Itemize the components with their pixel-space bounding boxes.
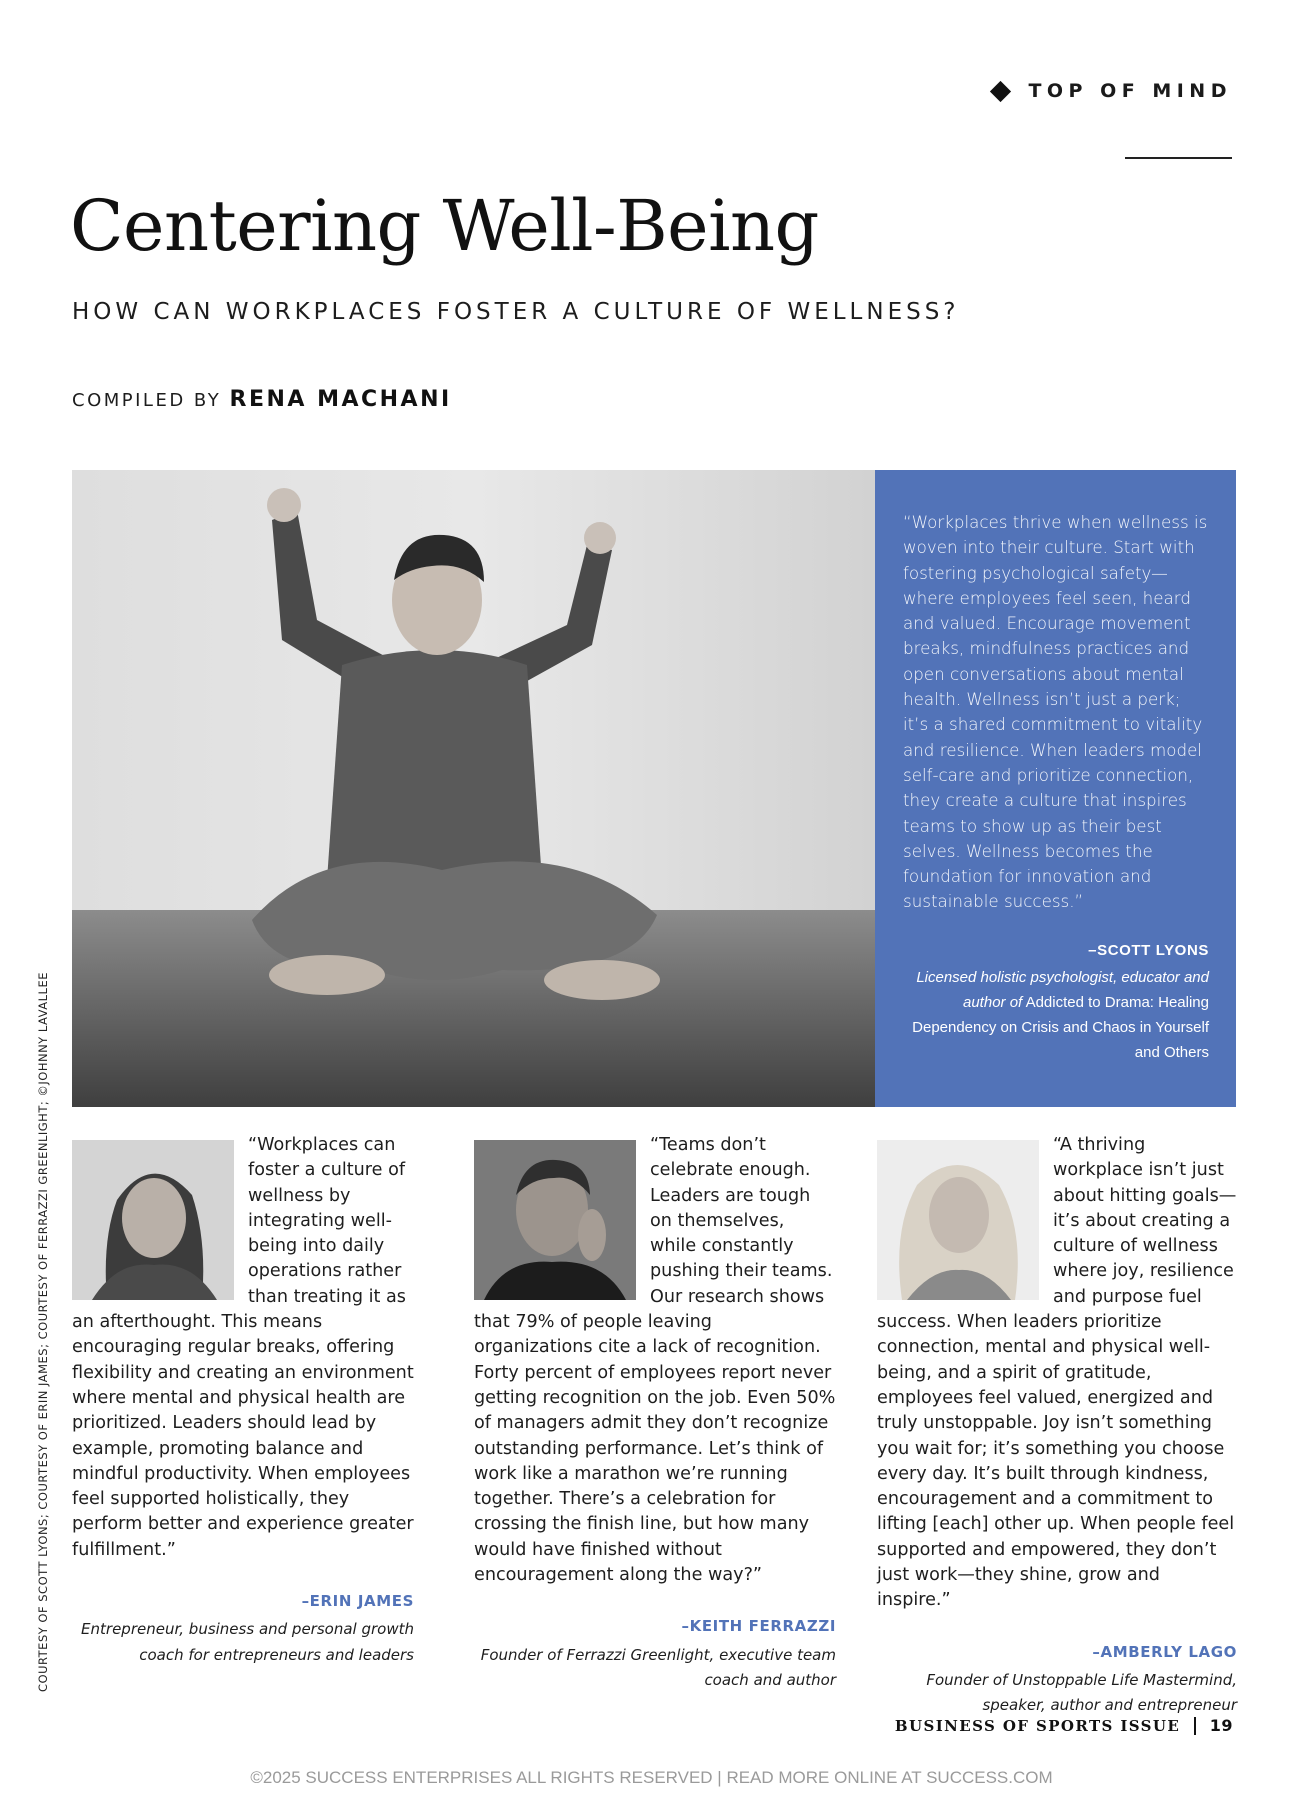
quote-author-role: Founder of Ferrazzi Greenlight, executive team coach and author	[480, 1645, 836, 1690]
quote-text: “A thriving workplace isn’t just about hitting goals—it’s about creating a culture of wellness where joy, resilience and purpose fuel success. When leaders prioritize connection, mental and physical well-being, and a spirit of gratitude, employees feel valued, energized and truly unstoppable. Joy isn’t something you wait for; it’s something you choose every day. It’s built through kindness, encouragement and a commitment to lifting [each] other up. When people feel supported and empowered, they don’t just work—they shine, grow and inspire.”	[877, 1135, 1237, 1611]
folio-separator	[1194, 1717, 1196, 1735]
quote-author: –ERIN JAMES	[301, 1592, 414, 1611]
issue-name: BUSINESS OF SPORTS ISSUE	[894, 1716, 1181, 1735]
feature-quote-role-italic: Licensed holistic psychologist, educator and author of	[916, 968, 1209, 1011]
feature-quote-box	[875, 470, 1236, 1107]
quote-text: “Workplaces can foster a culture of wellness by integrating well-being into daily operations rather than treating it as an afterthought. This means encouraging regular breaks, offering flexibility and creating an environment where mental and physical health are prioritized. Leaders should lead by example, promoting balance and mindful productivity. When employees feel supported holistically, they perform better and experience greater fulfillment.”	[72, 1135, 414, 1560]
byline	[72, 387, 452, 412]
feature-quote-role	[903, 965, 1209, 1065]
byline-author: RENA MACHANI	[229, 387, 452, 412]
page-folio	[895, 1716, 1233, 1735]
page-number: 19	[1209, 1716, 1233, 1735]
hero-photo-illustration	[72, 470, 875, 1107]
hero-photo-scott-lyons	[72, 470, 875, 1107]
quote-column-amberly-lago	[877, 1133, 1237, 1719]
feature-quote-text: “Workplaces thrive when wellness is woven into their culture. Start with fostering psychological safety—where employees feel seen, heard and valued. Encourage movement breaks, mindfulness practices and open conversations about mental health. Wellness isn’t just a perk; it’s a shared commitment to vitality and resilience. When leaders model self-care and prioritize connection, they create a culture that inspires teams to show up as their best selves. Wellness becomes the foundation for innovation and sustainable success.”	[903, 512, 1208, 912]
header-rule	[1125, 157, 1232, 159]
copyright-footer: ©2025 SUCCESS ENTERPRISES ALL RIGHTS RESERVED | READ MORE ONLINE AT SUCCESS.COM	[250, 1768, 1053, 1787]
quote-column-erin-james	[72, 1133, 414, 1668]
quote-author-role: Founder of Unstoppable Life Mastermind, speaker, author and entrepreneur	[926, 1670, 1237, 1715]
portrait-illustration	[877, 1140, 1039, 1300]
article-title: Centering Well-Being	[70, 185, 819, 267]
portrait-amberly-lago	[877, 1140, 1039, 1300]
portrait-illustration	[474, 1140, 636, 1300]
feature-quote-author: –SCOTT LYONS	[1088, 941, 1209, 959]
quote-author: –KEITH FERRAZZI	[681, 1617, 836, 1636]
quote-column-keith-ferrazzi	[474, 1133, 836, 1694]
section-label	[993, 80, 1232, 102]
portrait-illustration	[72, 1140, 234, 1300]
quote-text: “Teams don’t celebrate enough. Leaders are tough on themselves, while constantly pushing their teams. Our research shows that 79% of people leaving organizations cite a lack of recognition. Forty percent of employees report never getting recognition on the job. Even 50% of managers admit they don’t recognize outstanding performance. Let’s think of work like a marathon we’re running together. There’s a celebration for crossing the finish line, but how many would have finished without encouragement along the way?”	[474, 1135, 836, 1586]
diamond-icon	[990, 80, 1011, 101]
portrait-keith-ferrazzi	[474, 1140, 636, 1300]
byline-prefix: COMPILED BY	[72, 390, 222, 411]
section-label-text: TOP OF MIND	[1028, 80, 1232, 102]
quote-author: –AMBERLY LAGO	[1092, 1642, 1237, 1661]
article-subtitle: HOW CAN WORKPLACES FOSTER A CULTURE OF WELLNESS?	[72, 299, 960, 325]
photo-credit: COURTESY OF SCOTT LYONS; COURTESY OF ERIN JAMES; COURTESY OF FERRAZZI GREENLIGHT; ©JOHNNY LAVALLEE	[36, 972, 50, 1692]
portrait-erin-james	[72, 1140, 234, 1300]
quote-author-role: Entrepreneur, business and personal growth coach for entrepreneurs and leaders	[81, 1620, 414, 1664]
feature-quote-book-title: Addicted to Drama: Healing Dependency on Crisis and Chaos in Yourself and Others	[912, 993, 1209, 1061]
